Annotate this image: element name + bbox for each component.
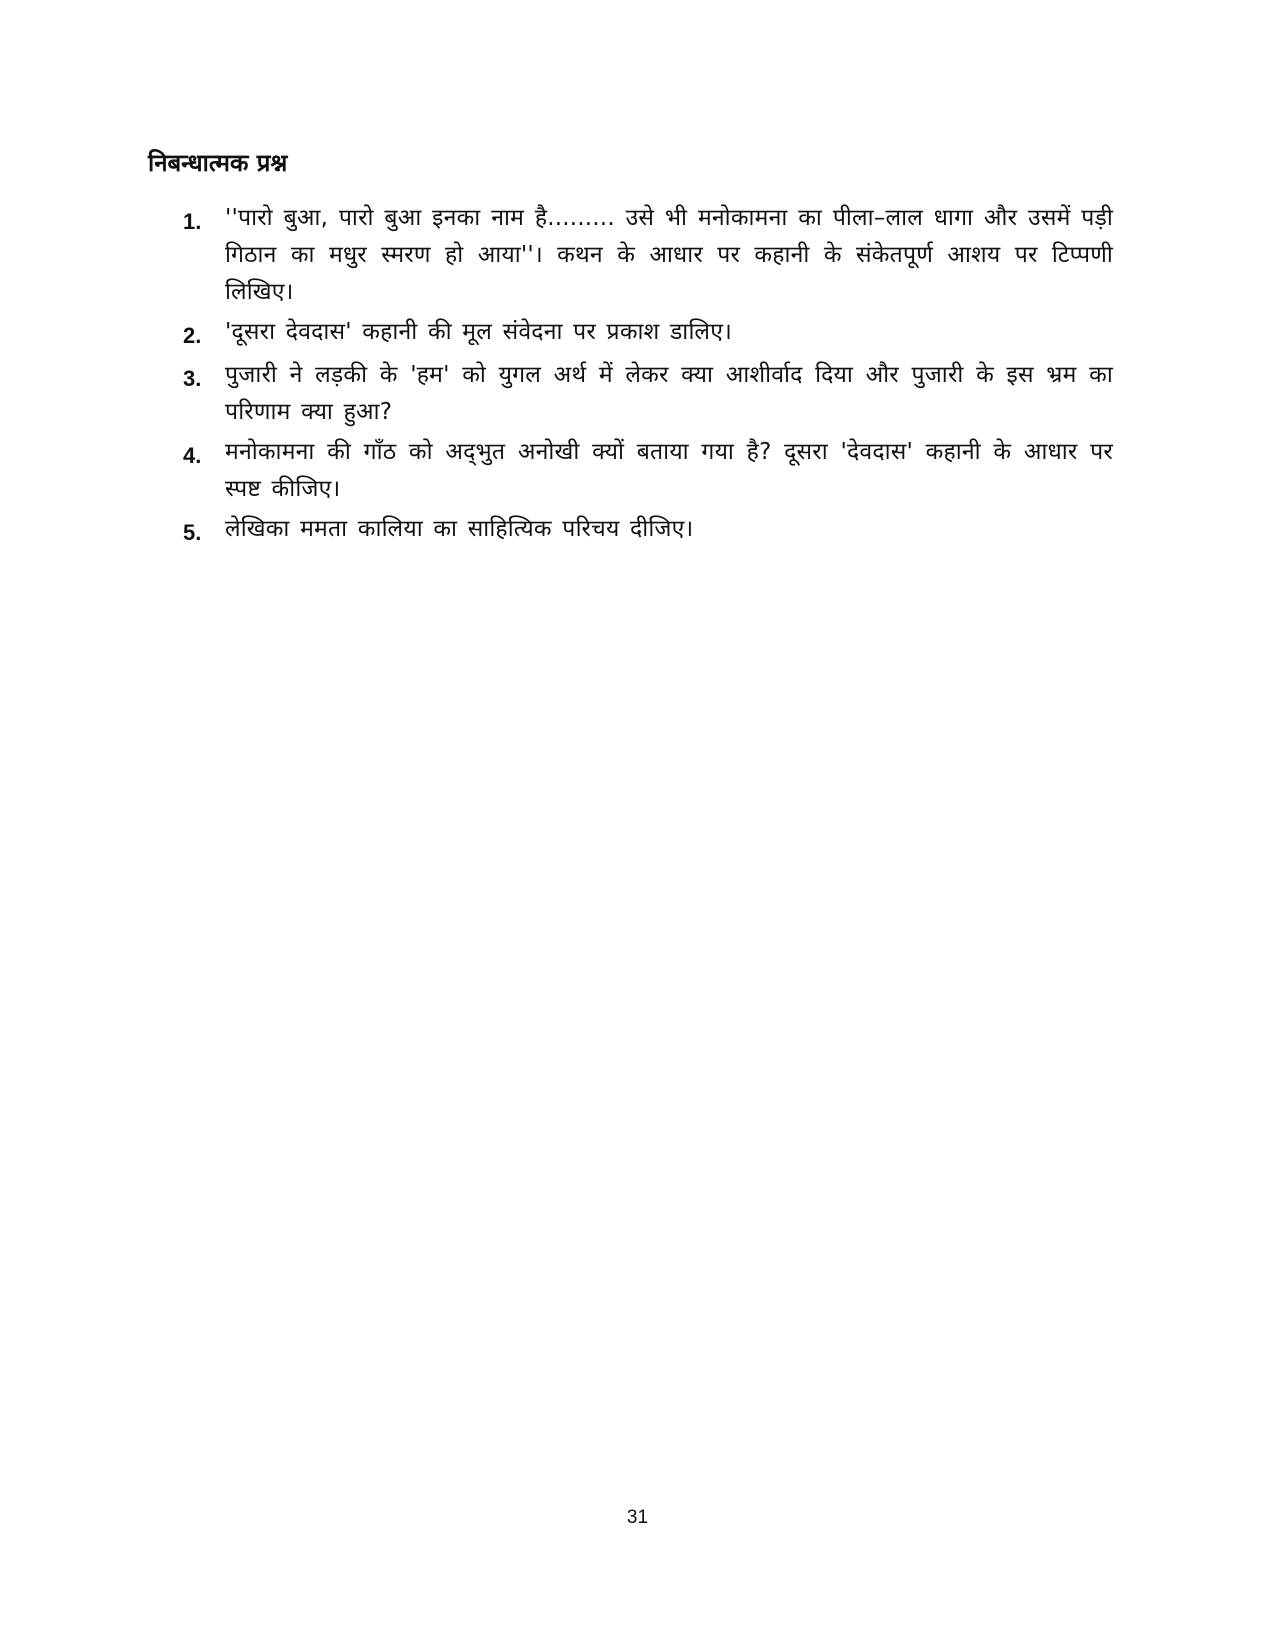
- question-item-1: [183, 200, 1113, 311]
- section-heading: निबन्धात्मक प्रश्न: [148, 149, 288, 177]
- question-item-2: [183, 314, 1113, 354]
- question-item-5: [183, 511, 1113, 551]
- question-number: 2.: [183, 323, 202, 348]
- question-list: [183, 200, 1113, 554]
- question-number: 3.: [183, 366, 202, 391]
- question-text: लेखिका ममता कालिया का साहित्यिक परिचय दीजिए।: [225, 516, 694, 542]
- question-number: 1.: [183, 209, 202, 234]
- question-text: पुजारी ने लड़की के 'हम' को युगल अर्थ में लेकर क्या आशीर्वाद दिया और पुजारी के इस भ्रम का परिणाम क्या हुआ?: [225, 362, 1113, 425]
- question-text: ''पारो बुआ, पारो बुआ इनका नाम है......... उसे भी मनोकामना का पीला–लाल धागा और उसमें पड़ी गिठान का मधुर स्मरण हो आया''। कथन के आधार पर कहानी के संकेतपूर्ण आशय पर टिप्पणी लिखिए।: [225, 205, 1113, 305]
- question-item-4: [183, 434, 1113, 508]
- question-item-3: [183, 357, 1113, 431]
- question-number: 5.: [183, 520, 202, 545]
- question-text: मनोकामना की गाँठ को अद्‌भुत अनोखी क्यों बताया गया है? दूसरा 'देवदास' कहानी के आधार पर स्पष्ट कीजिए।: [225, 439, 1113, 502]
- question-number: 4.: [183, 443, 202, 468]
- page-number: 31: [626, 1507, 649, 1528]
- question-text: 'दूसरा देवदास' कहानी की मूल संवेदना पर प्रकाश डालिए।: [225, 319, 733, 345]
